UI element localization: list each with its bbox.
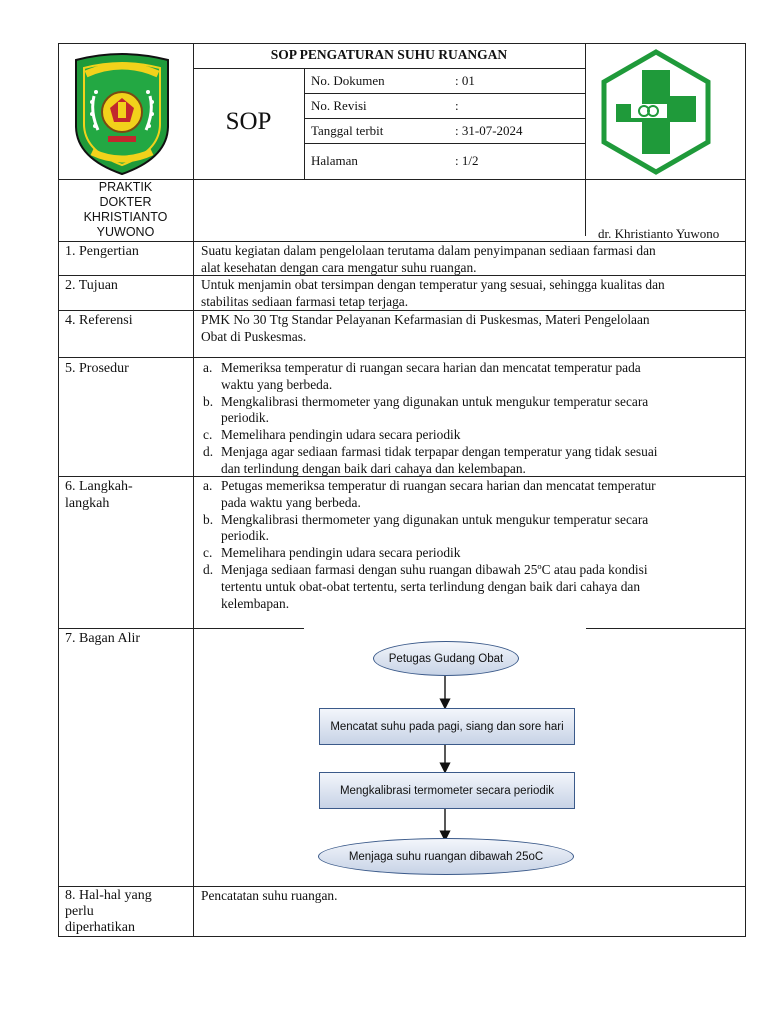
- text-line: Menjaga sediaan farmasi dengan suhu ruangan dibawah 25ºC atau pada kondisi: [221, 561, 648, 577]
- text-line: Petugas memeriksa temperatur di ruangan secara harian dan mencatat temperatur: [221, 478, 656, 493]
- list-item: [201, 478, 741, 512]
- list-marker: d.: [203, 561, 214, 577]
- regency-emblem-logo: [68, 48, 176, 176]
- list-marker: d.: [203, 443, 214, 459]
- text-line: Mengkalibrasi thermometer yang digunakan untuk mengukur temperatur secara: [221, 393, 649, 409]
- meta-value-revisi: :: [455, 98, 459, 113]
- section-label-pengertian: 1. Pengertian: [65, 244, 139, 259]
- text-line: stabilitas sediaan farmasi tetap terjaga.: [201, 293, 409, 309]
- text-line: Menjaga agar sediaan farmasi tidak terpapar dengan temperatur yang tidak sesuai: [221, 443, 658, 459]
- text-line: Suatu kegiatan dalam pengelolaan terutama dalam penyimpanan sediaan farmasi dan: [201, 243, 656, 258]
- list-item: [201, 394, 741, 428]
- list-marker: a.: [203, 478, 213, 493]
- meta-label-tanggal: Tanggal terbit: [311, 123, 384, 138]
- list-item: [201, 545, 741, 562]
- label-line: langkah: [65, 496, 110, 511]
- text-line: dan terlindung dengan baik dari cahaya dan kelembapan.: [221, 460, 526, 476]
- text-line: waktu yang berbeda.: [221, 376, 333, 392]
- list-marker: a.: [203, 360, 213, 375]
- organization-name: [58, 180, 193, 240]
- org-line: PRAKTIK: [98, 180, 153, 194]
- flow-node-end: Menjaga suhu ruangan dibawah 25oC: [318, 838, 574, 875]
- steps-list: [201, 478, 741, 612]
- procedure-list: [201, 360, 741, 478]
- section-label-langkah: [65, 478, 133, 512]
- meta-label-revisi: No. Revisi: [311, 98, 367, 113]
- section-label-prosedur: 5. Prosedur: [65, 361, 129, 376]
- text-line: periodik.: [221, 410, 269, 426]
- signer-name: dr. Khristianto Yuwono: [598, 226, 720, 241]
- label-line: diperhatikan: [65, 920, 135, 935]
- flow-node-start: Petugas Gudang Obat: [373, 641, 519, 676]
- list-item: [201, 512, 741, 546]
- section-label-tujuan: 2. Tujuan: [65, 278, 118, 293]
- label-line: 8. Hal-hal yang: [65, 888, 152, 903]
- text-line: kelembapan.: [221, 595, 290, 611]
- meta-value-tanggal: : 31-07-2024: [455, 123, 523, 138]
- list-item: [201, 444, 741, 478]
- label-line: perlu: [65, 904, 94, 919]
- list-marker: b.: [203, 511, 214, 527]
- org-line: KHRISTIANTO: [83, 210, 168, 224]
- meta-value-halaman: : 1/2: [455, 153, 479, 168]
- section-text-referensi: [201, 312, 650, 346]
- section-label-bagan: 7. Bagan Alir: [65, 631, 141, 646]
- section-label-referensi: 4. Referensi: [65, 313, 133, 328]
- text-line: alat kesehatan dengan cara mengatur suhu ruangan.: [201, 259, 477, 275]
- text-line: Memeriksa temperatur di ruangan secara harian dan mencatat temperatur pada: [221, 360, 641, 375]
- section-label-hal: [65, 888, 152, 936]
- document-title: SOP PENGATURAN SUHU RUANGAN: [270, 47, 508, 62]
- section-text-hal: Pencatatan suhu ruangan.: [201, 888, 338, 903]
- flow-node-record: Mencatat suhu pada pagi, siang dan sore hari: [319, 708, 575, 745]
- list-item: [201, 427, 741, 444]
- section-text-pengertian: [201, 243, 656, 277]
- text-line: pada waktu yang berbeda.: [221, 494, 361, 510]
- health-cross-logo: [598, 48, 714, 176]
- sop-label: SOP: [225, 108, 272, 135]
- section-text-tujuan: [201, 277, 665, 311]
- meta-label-dokumen: No. Dokumen: [311, 73, 385, 88]
- list-marker: b.: [203, 393, 214, 409]
- flow-node-calibrate: Mengkalibrasi termometer secara periodik: [319, 772, 575, 809]
- text-line: periodik.: [221, 528, 269, 544]
- flowchart: [304, 628, 586, 886]
- text-line: tertentu untuk obat-obat tertentu, serta terlindung dengan baik dari cahaya dan: [221, 578, 641, 594]
- label-line: 6. Langkah-: [65, 479, 133, 494]
- text-line: Memelihara pendingin udara secara periodik: [221, 545, 461, 561]
- text-line: Untuk menjamin obat tersimpan dengan temperatur yang sesuai, sehingga kualitas dan: [201, 277, 665, 292]
- list-item: [201, 360, 741, 394]
- org-line: YUWONO: [96, 225, 155, 239]
- meta-label-halaman: Halaman: [311, 153, 358, 168]
- text-line: PMK No 30 Ttg Standar Pelayanan Kefarmasian di Puskesmas, Materi Pengelolaan: [201, 312, 650, 327]
- list-marker: c.: [203, 427, 213, 443]
- list-item: [201, 562, 741, 612]
- text-line: Memelihara pendingin udara secara periodik: [221, 427, 461, 443]
- list-marker: c.: [203, 545, 213, 561]
- text-line: Mengkalibrasi thermometer yang digunakan untuk mengukur temperatur secara: [221, 511, 649, 527]
- org-line: DOKTER: [99, 195, 152, 209]
- meta-value-dokumen: : 01: [455, 73, 475, 88]
- text-line: Obat di Puskesmas.: [201, 328, 307, 344]
